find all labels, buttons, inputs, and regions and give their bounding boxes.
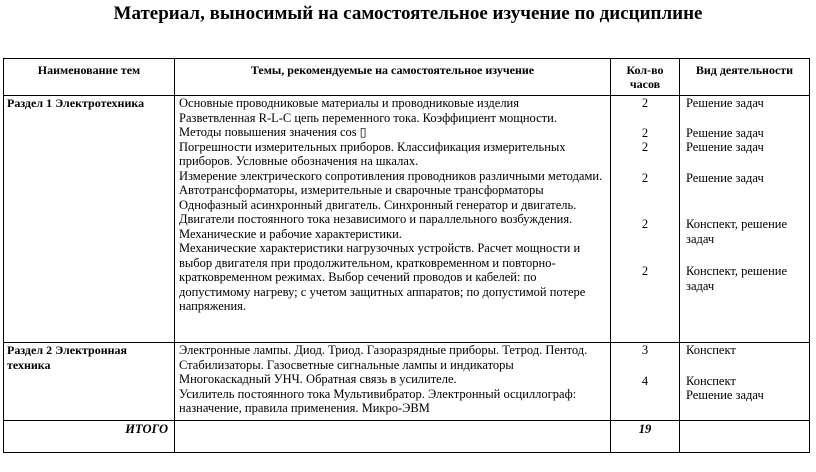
hours-value: 2 bbox=[641, 264, 649, 278]
activity-item: Конспект bbox=[686, 374, 736, 388]
topic-item: Усилитель постоянного тока Мультивибратор. Электронный осциллограф: назначение, правила применения. Микро-ЭВМ bbox=[179, 386, 577, 415]
total-label: ИТОГО bbox=[4, 421, 175, 453]
hours-value: 3 bbox=[641, 343, 649, 357]
hours-value: 2 bbox=[641, 171, 649, 185]
section-2-name: Раздел 2 Электронная техника bbox=[4, 343, 175, 421]
topic-item: Многокаскадный УНЧ. Обратная связь в усилителе. bbox=[179, 372, 457, 386]
header-activity-type: Вид деятельности bbox=[680, 59, 810, 96]
header-recommended-topics: Темы, рекомендуемые на самостоятельное изучение bbox=[175, 59, 611, 96]
section-1-hours bbox=[611, 96, 680, 343]
header-hours: Кол-во часов bbox=[611, 59, 680, 96]
section-1-name: Раздел 1 Электротехника bbox=[4, 96, 175, 343]
table-header-row bbox=[4, 59, 810, 96]
hours-value: 2 bbox=[641, 96, 649, 110]
header-topic-name: Наименование тем bbox=[4, 59, 175, 96]
hours-value: 4 bbox=[641, 374, 649, 388]
total-hours: 19 bbox=[611, 421, 680, 453]
activity-item: Конспект, решение задач bbox=[686, 217, 788, 246]
topic-item: Механические характеристики нагрузочных устройств. Расчет мощности и выбор двигателя при продолжительном, кратковременном и повторно-кратковременном режимах. Выбор сечений проводов и кабелей: по допустимому нагреву; с учетом защитных аппаратов; по допустимой потере напряжения. bbox=[179, 241, 586, 313]
page-title: Материал, выносимый на самостоятельное изучение по дисциплине bbox=[113, 3, 703, 24]
activity-item: Конспект bbox=[686, 343, 736, 357]
topic-item: Однофазный асинхронный двигатель. Синхронный генератор и двигатель. Двигатели постоянного тока независимого и параллельного возбуждения. Механические и рабочие характеристики. bbox=[179, 197, 577, 241]
activity-item: Конспект, решение задач bbox=[686, 264, 788, 293]
section-1-topics bbox=[175, 96, 611, 343]
topic-item: Основные проводниковые материалы и проводниковые изделия bbox=[179, 96, 519, 110]
activity-item: Решение задач bbox=[686, 126, 764, 140]
total-empty-cell bbox=[175, 421, 611, 453]
activity-item: Решение задач bbox=[686, 388, 764, 402]
hours-value: 2 bbox=[641, 140, 649, 154]
table-row-section-1 bbox=[4, 96, 810, 343]
topic-item: Электронные лампы. Диод. Триод. Газоразрядные приборы. Тетрод. Пентод. Стабилизаторы. Газосветные сигнальные лампы и индикаторы bbox=[179, 343, 588, 372]
section-2-activities bbox=[680, 343, 810, 421]
section-2-topics bbox=[175, 343, 611, 421]
hours-value: 2 bbox=[641, 217, 649, 231]
activity-item: Решение задач bbox=[686, 140, 764, 154]
table-row-section-2 bbox=[4, 343, 810, 421]
section-2-hours bbox=[611, 343, 680, 421]
topic-item: Разветвленная R-L-C цепь переменного тока. Коэффициент мощности. bbox=[179, 110, 557, 125]
topic-item: Методы повышения значения cos ▯ bbox=[179, 125, 367, 139]
topic-item: Погрешности измерительных приборов. Классификация измерительных приборов. Условные обозначения на шкалах. bbox=[179, 139, 566, 168]
table-row-total bbox=[4, 421, 810, 453]
section-1-activities bbox=[680, 96, 810, 343]
activity-item: Решение задач bbox=[686, 96, 764, 110]
total-activity-empty-cell bbox=[680, 421, 810, 453]
topic-item: Измерение электрического сопротивления проводников различными методами. Автотрансформаторы, измерительные и сварочные трансформаторы bbox=[179, 168, 603, 197]
activity-item: Решение задач bbox=[686, 171, 764, 185]
self-study-table bbox=[3, 58, 810, 453]
hours-value: 2 bbox=[641, 126, 649, 140]
